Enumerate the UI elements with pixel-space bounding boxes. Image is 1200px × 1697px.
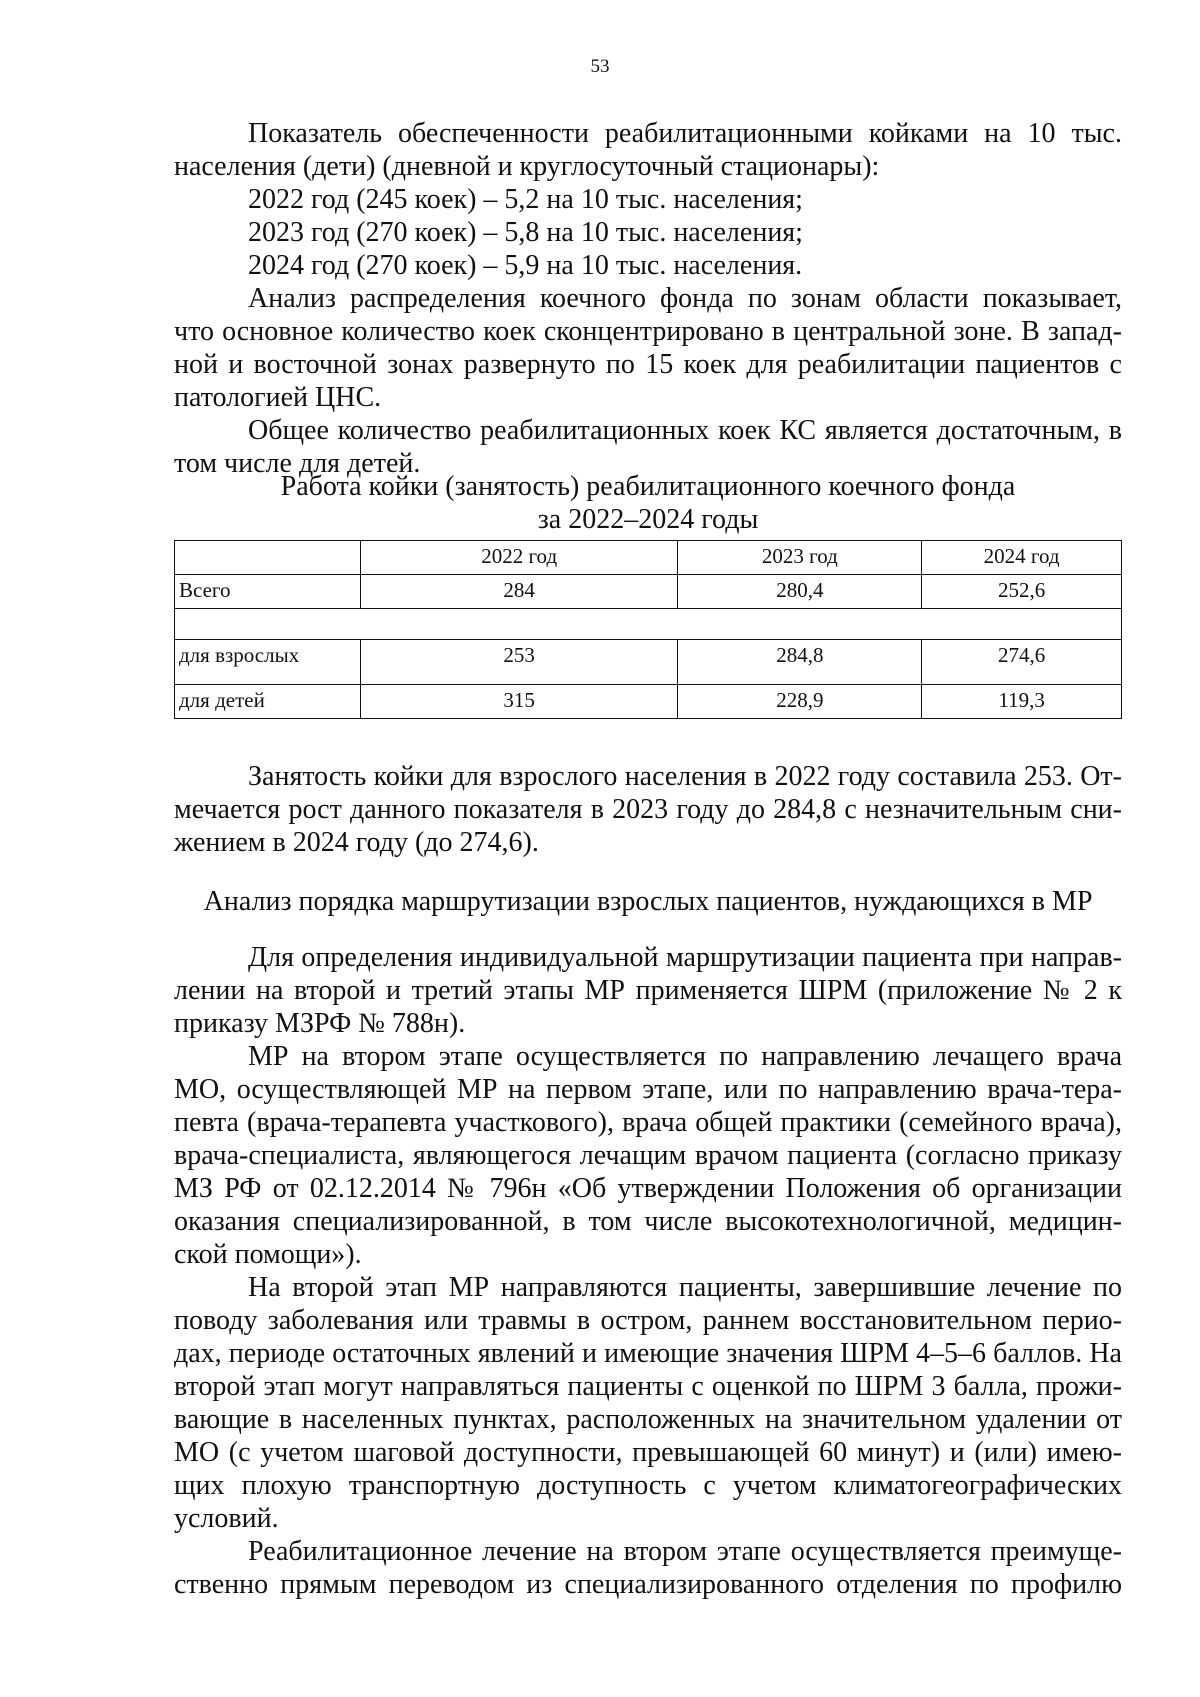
routing-p3-line6: МО (с учетом шаговой доступности, превышающей 60 минут) и (или) имею-	[174, 1437, 1122, 1468]
table-cell: 284	[360, 575, 678, 609]
table-spacer-cell	[175, 609, 1122, 640]
routing-p2-line4: врача-специалиста, являющегося лечащим врачом пациента (согласно приказу	[174, 1140, 1122, 1171]
table-cell: 274,6	[922, 640, 1122, 685]
intro-p2-line2: что основное количество коек сконцентрировано в центральной зоне. В запад-	[174, 316, 1122, 347]
table-cell: 280,4	[678, 575, 922, 609]
occupancy-line2: мечается рост данного показателя в 2023 году до 284,8 с незначительным сни-	[174, 794, 1122, 825]
routing-p1-line1: Для определения индивидуальной маршрутизации пациента при направ-	[248, 942, 1122, 973]
table-header-cell	[175, 541, 361, 575]
table-cell: 315	[360, 685, 678, 719]
routing-p2-line5: МЗ РФ от 02.12.2014 № 796н «Об утверждении Положения об организации	[174, 1173, 1122, 1204]
intro-p1-line2: населения (дети) (дневной и круглосуточный стационары):	[174, 151, 880, 182]
section-heading: Анализ порядка маршрутизации взрослых пациентов, нуждающихся в МР	[203, 886, 1093, 917]
routing-p4-line2: ственно прямым переводом из специализированного отделения по профилю	[174, 1569, 1122, 1600]
table-header-cell: 2022 год	[360, 541, 678, 575]
table-row-label: для детей	[175, 685, 361, 719]
routing-p4-line1: Реабилитационное лечение на втором этапе осуществляется преимуще-	[248, 1536, 1122, 1567]
table-row	[175, 640, 1122, 685]
routing-p2-line6: оказания специализированной, в том числе высокотехнологичной, медицин-	[174, 1206, 1122, 1237]
routing-p2-line2: МО, осуществляющей МР на первом этапе, или по направлению врача-тера-	[174, 1074, 1122, 1105]
routing-p3-line5: вающие в населенных пунктах, расположенных на значительном удалении от	[174, 1404, 1122, 1435]
occupancy-table	[174, 540, 1122, 719]
routing-p1-line3: приказу МЗРФ № 788н).	[174, 1008, 466, 1039]
intro-p2-line1: Анализ распределения коечного фонда по зонам области показывает,	[248, 283, 1122, 314]
intro-year-2024: 2024 год (270 коек) – 5,9 на 10 тыс. населения.	[248, 250, 803, 281]
table-cell: 228,9	[678, 685, 922, 719]
routing-p3-line8: условий.	[174, 1503, 279, 1534]
intro-p3-line1: Общее количество реабилитационных коек КС является достаточным, в	[248, 415, 1122, 446]
intro-p2-line4: патологией ЦНС.	[174, 382, 382, 413]
routing-p3-line7: щих плохую транспортную доступность с учетом климатогеографических	[174, 1470, 1122, 1501]
page-number: 53	[590, 56, 610, 77]
table-spacer-row	[175, 609, 1122, 640]
table-cell: 252,6	[922, 575, 1122, 609]
table-row-label: для взрослых	[175, 640, 361, 685]
intro-p3-line2: том числе для детей.	[174, 448, 421, 479]
intro-p1-line1: Показатель обеспеченности реабилитационными койками на 10 тыс.	[248, 118, 1122, 149]
table-row	[175, 685, 1122, 719]
table-header-cell: 2023 год	[678, 541, 922, 575]
intro-section	[174, 117, 1122, 480]
occupancy-line3: жением в 2024 году (до 274,6).	[174, 827, 539, 858]
table-header-cell: 2024 год	[922, 541, 1122, 575]
table-header-row	[175, 541, 1122, 575]
routing-p2-line1: МР на втором этапе осуществляется по направлению лечащего врача	[248, 1041, 1122, 1072]
table-row	[175, 575, 1122, 609]
occupancy-line1: Занятость койки для взрослого населения в 2022 году составила 253. От-	[248, 761, 1122, 792]
table-title-line2: за 2022–2024 годы	[537, 504, 759, 535]
intro-p2-line3: ной и восточной зонах развернуто по 15 коек для реабилитации пациентов с	[174, 349, 1122, 380]
intro-year-2022: 2022 год (245 коек) – 5,2 на 10 тыс. населения;	[248, 184, 803, 215]
table-cell: 253	[360, 640, 678, 685]
intro-year-2023: 2023 год (270 коек) – 5,8 на 10 тыс. населения;	[248, 217, 803, 248]
table-cell: 119,3	[922, 685, 1122, 719]
routing-p1-line2: лении на второй и третий этапы МР применяется ШРМ (приложение № 2 к	[174, 975, 1122, 1006]
routing-p3-line4: второй этап могут направляться пациенты с оценкой по ШРМ 3 балла, прожи-	[174, 1371, 1122, 1402]
routing-p2-line3: певта (врача-терапевта участкового), врача общей практики (семейного врача),	[174, 1107, 1122, 1138]
table-row-label: Всего	[175, 575, 361, 609]
routing-section	[174, 941, 1122, 1601]
table-cell: 284,8	[678, 640, 922, 685]
routing-p3-line2: поводу заболевания или травмы в остром, раннем восстановительном перио-	[174, 1305, 1122, 1336]
routing-p3-line1: На второй этап МР направляются пациенты, завершившие лечение по	[248, 1272, 1122, 1303]
occupancy-section	[174, 760, 1122, 859]
routing-p2-line7: ской помощи»).	[174, 1239, 362, 1270]
table-title-line1: Работа койки (занятость) реабилитационного коечного фонда	[280, 471, 1016, 502]
routing-p3-line3: дах, периоде остаточных явлений и имеющие значения ШРМ 4–5–6 баллов. На	[174, 1338, 1122, 1369]
table-title	[174, 470, 1122, 536]
